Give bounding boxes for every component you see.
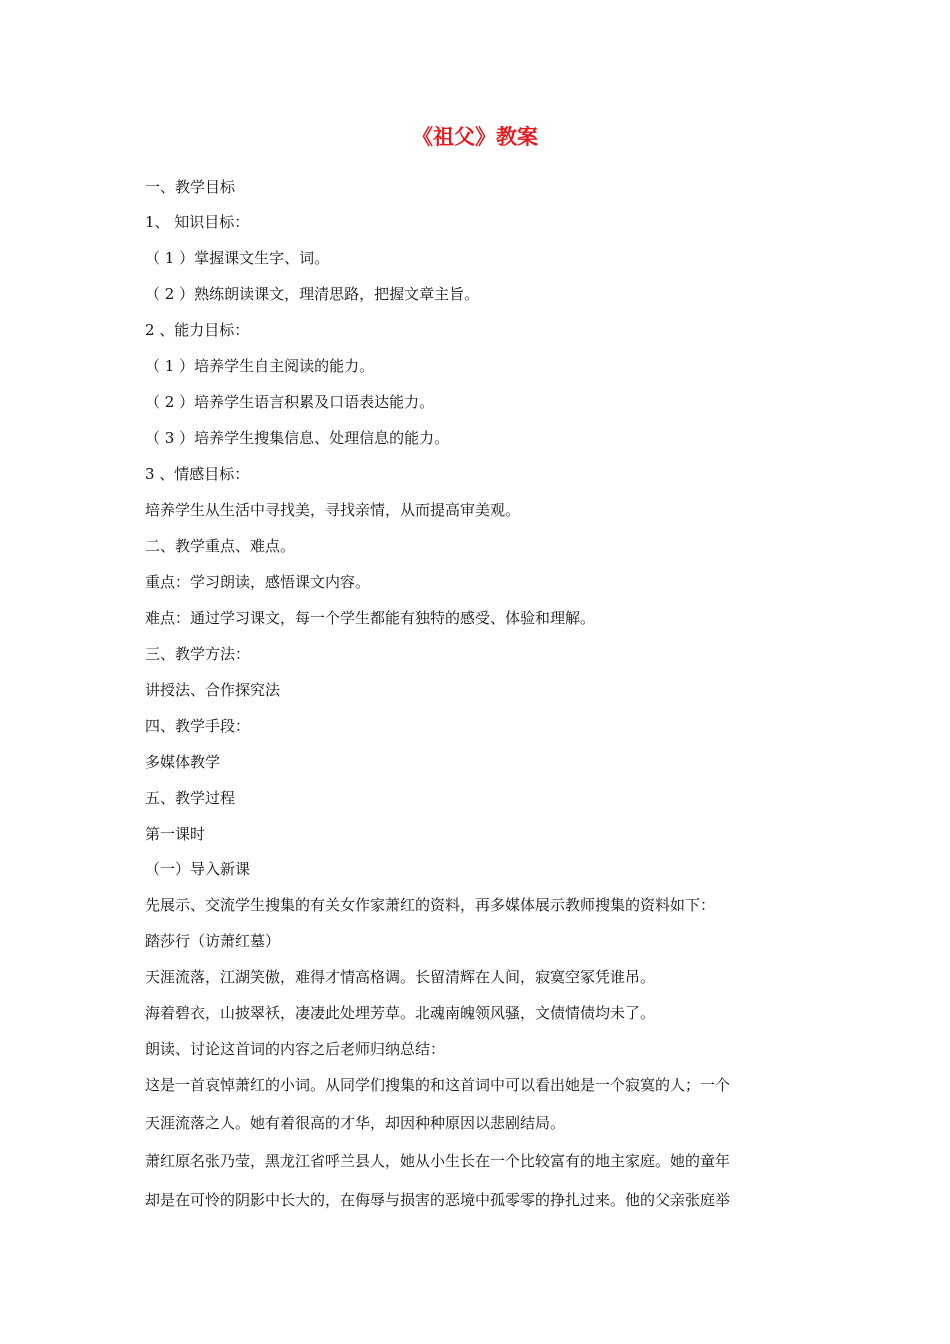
section-heading-objectives: 一、教学目标 <box>145 178 236 196</box>
body-paragraph: 却是在可怜的阴影中长大的，在侮辱与损害的恶境中孤零零的挣扎过来。他的父亲张庭举 <box>145 1191 731 1209</box>
section-heading-focus: 二、教学重点、难点。 <box>145 537 296 555</box>
objective-item: （ 2 ）培养学生语言积累及口语表达能力。 <box>145 393 435 411</box>
document-title: 《祖父》教案 <box>412 125 538 149</box>
body-paragraph: 这是一首哀悼萧红的小词。从同学们搜集的和这首词中可以看出她是一个寂寞的人；一个 <box>145 1076 731 1094</box>
objective-emotion-heading: 3 、情感目标： <box>145 465 250 483</box>
intro-heading: （一）导入新课 <box>145 860 251 878</box>
methods-text: 讲授法、合作探究法 <box>145 681 281 699</box>
focus-difficulty: 难点：通过学习课文，每一个学生都能有独特的感受、体验和理解。 <box>145 609 596 627</box>
objective-knowledge-heading: 1、 知识目标： <box>145 213 250 231</box>
section-heading-process: 五、教学过程 <box>145 789 236 807</box>
section-heading-means: 四、教学手段： <box>145 717 251 735</box>
objective-item: 培养学生从生活中寻找美，寻找亲情，从而提高审美观。 <box>145 501 521 519</box>
body-paragraph: 朗读、讨论这首词的内容之后老师归纳总结： <box>145 1040 446 1058</box>
objective-item: （ 1 ）掌握课文生字、词。 <box>145 249 330 267</box>
section-heading-methods: 三、教学方法： <box>145 645 251 663</box>
body-paragraph: 先展示、交流学生搜集的有关女作家萧红的资料，再多媒体展示教师搜集的资料如下： <box>145 896 716 914</box>
objective-item: （ 1 ）培养学生自主阅读的能力。 <box>145 357 375 375</box>
poem-title: 踏莎行（访萧红墓） <box>145 932 281 950</box>
poem-line: 海着碧衣，山披翠袄，凄凄此处埋芳草。北魂南魄领风骚，文债情债均未了。 <box>145 1004 656 1022</box>
objective-item: （ 2 ）熟练朗读课文，理清思路，把握文章主旨。 <box>145 285 480 303</box>
focus-key-point: 重点：学习朗读，感悟课文内容。 <box>145 573 371 591</box>
objective-item: （ 3 ）培养学生搜集信息、处理信息的能力。 <box>145 429 450 447</box>
objective-ability-heading: 2 、能力目标： <box>145 321 250 339</box>
poem-line: 天涯流落，江湖笑傲，难得才情高格调。长留清辉在人间，寂寞空冢凭谁吊。 <box>145 968 656 986</box>
lesson-one-heading: 第一课时 <box>145 825 206 843</box>
means-text: 多媒体教学 <box>145 753 221 771</box>
body-paragraph: 萧红原名张乃莹，黑龙江省呼兰县人，她从小生长在一个比较富有的地主家庭。她的童年 <box>145 1152 731 1170</box>
body-paragraph: 天涯流落之人。她有着很高的才华，却因种种原因以悲剧结局。 <box>145 1114 566 1132</box>
